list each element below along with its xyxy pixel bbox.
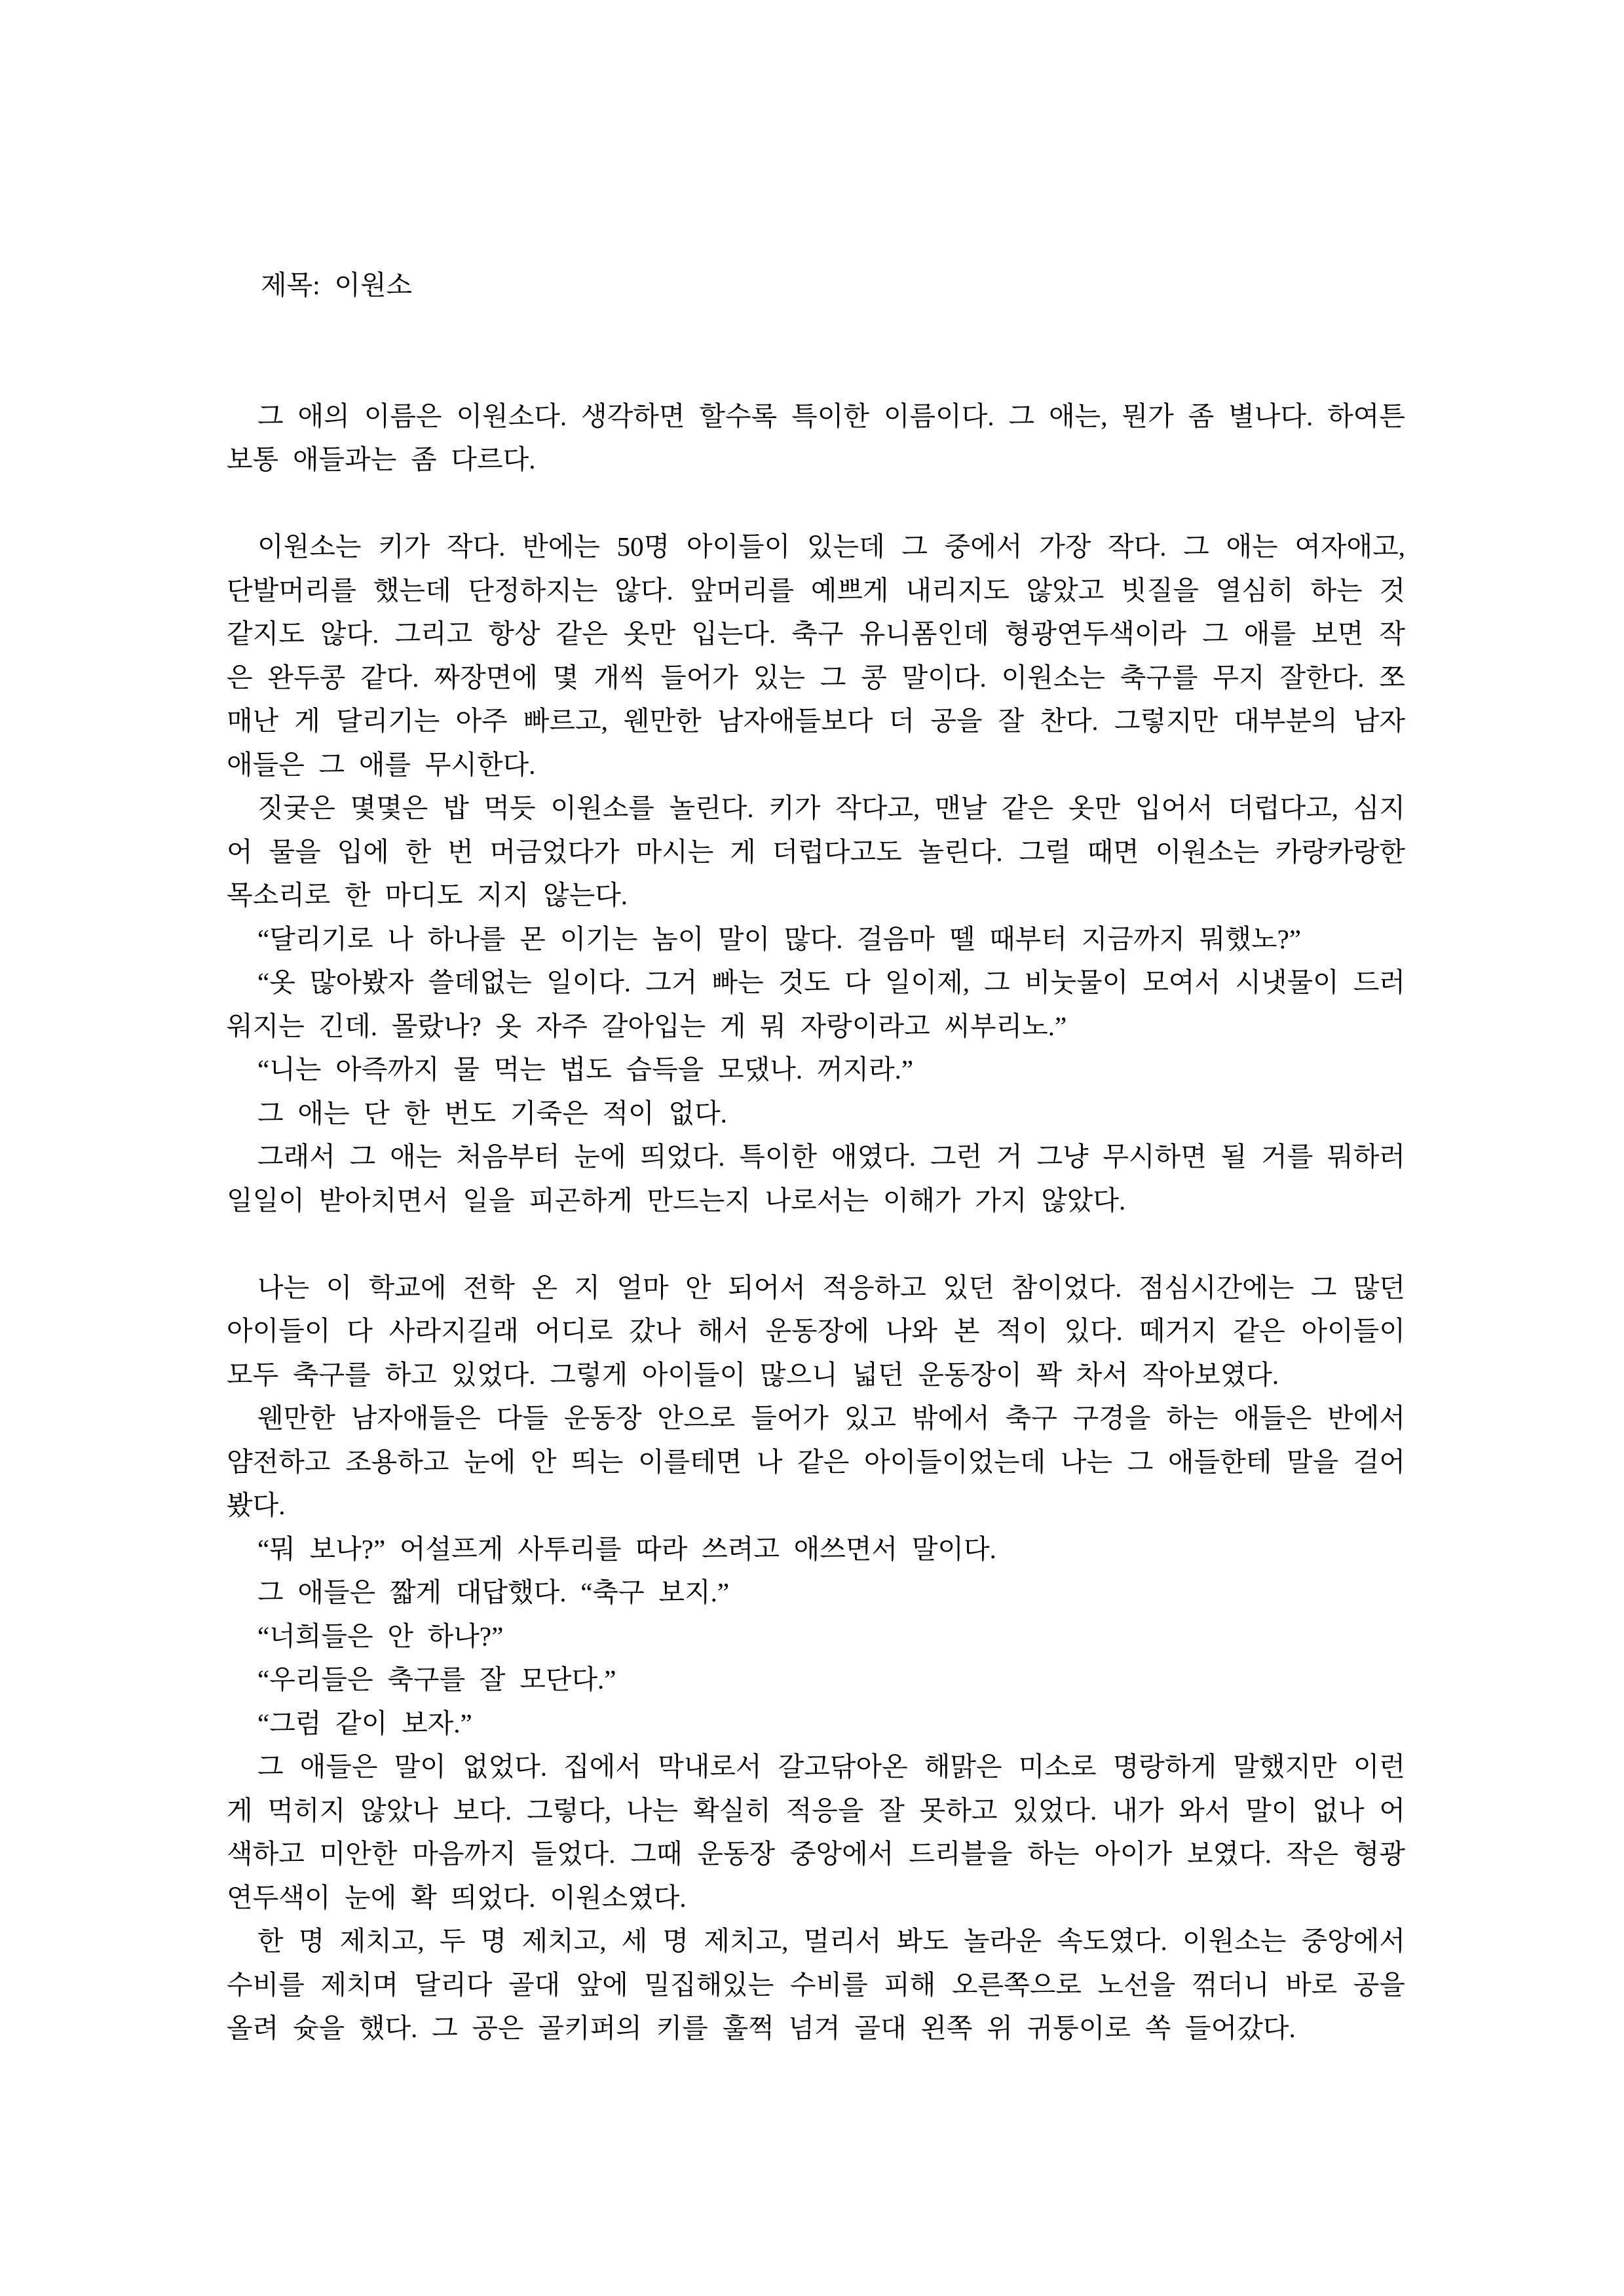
paragraph-dialogue: “너희들은 안 하나?” — [257, 1620, 504, 1651]
paragraph: 한 명 제치고, 두 명 제치고, 세 명 제치고, 멀리서 봐도 놀라운 속도였다. 이원소는 중앙에서 수비를 제치며 달리다 골대 앞에 밀집해있는 수비를 피해 오른쪽으로 노선을 꺾더니 바로 공을 올려 슛을 했다. 그 공은 골키퍼의 키를 훌쩍 넘겨 골대 왼쪽 위 귀퉁이로 쏙 들어갔다. — [227, 1926, 1405, 2043]
paragraph: 나는 이 학교에 전학 온 지 얼마 안 되어서 적응하고 있던 참이었다. 점심시간에는 그 많던 아이들이 다 사라지길래 어디로 갔나 해서 운동장에 나와 본 적이 있다. 떼거지 같은 아이들이 모두 축구를 하고 있었다. 그렇게 아이들이 많으니 넓던 운동장이 꽉 차서 작아보였다. — [227, 1272, 1405, 1390]
paragraph-dialogue: “그럼 같이 보자.” — [257, 1708, 472, 1738]
paragraph-dialogue: 그 애들은 짧게 대답했다. “축구 보지.” — [257, 1577, 730, 1607]
paragraph: 짓궂은 몇몇은 밥 먹듯 이원소를 놀린다. 키가 작다고, 맨날 같은 옷만 입어서 더럽다고, 심지어 물을 입에 한 번 머금었다가 마시는 게 더럽다고도 놀린다. 그럴 때면 이원소는 카랑카랑한 목소리로 한 마디도 지지 않는다. — [227, 793, 1405, 910]
paragraph-dialogue: “옷 많아봤자 쓸데없는 일이다. 그거 빠는 것도 다 일이제, 그 비눗물이 모여서 시냇물이 드러워지는 긴데. 몰랐나? 옷 자주 갈아입는 게 뭐 자랑이라고 씨부리노.” — [227, 967, 1405, 1041]
document-title: 제목: 이원소 — [261, 270, 413, 300]
paragraph-dialogue: “달리기로 나 하나를 몬 이기는 놈이 말이 많다. 걸음마 뗄 때부터 지금까지 뭐했노?” — [257, 923, 1301, 954]
paragraph-dialogue: “우리들은 축구를 잘 모단다.” — [257, 1664, 616, 1694]
paragraph: 그 애의 이름은 이원소다. 생각하면 할수록 특이한 이름이다. 그 애는, 뭔가 좀 별나다. 하여튼 보통 애들과는 좀 다르다. — [227, 400, 1405, 474]
paragraph-dialogue: “니는 아즉까지 물 먹는 법도 습득을 모댔나. 꺼지라.” — [257, 1054, 914, 1084]
paragraph-dialogue: “뭐 보나?” 어설프게 사투리를 따라 쓰려고 애쓰면서 말이다. — [257, 1533, 996, 1564]
paragraph: 그 애들은 말이 없었다. 집에서 막내로서 갈고닦아온 해맑은 미소로 명랑하게 말했지만 이런 게 먹히지 않았나 보다. 그렇다, 나는 확실히 적응을 잘 못하고 있었다. 내가 와서 말이 없나 어색하고 미안한 마음까지 들었다. 그때 운동장 중앙에서 드리블을 하는 아이가 보였다. 작은 형광연두색이 눈에 확 띄었다. 이원소였다. — [227, 1751, 1405, 1913]
paragraph: 웬만한 남자애들은 다들 운동장 안으로 들어가 있고 밖에서 축구 구경을 하는 애들은 반에서 얌전하고 조용하고 눈에 안 띄는 이를테면 나 같은 아이들이었는데 나는 그 애들한테 말을 걸어봤다. — [227, 1403, 1405, 1520]
paragraph: 그 애는 단 한 번도 기죽은 적이 없다. — [257, 1098, 727, 1128]
paragraph: 이원소는 키가 작다. 반에는 50명 아이들이 있는데 그 중에서 가장 작다. 그 애는 여자애고, 단발머리를 했는데 단정하지는 않다. 앞머리를 예쁘게 내리지도 않았고 빗질을 열심히 하는 것 같지도 않다. 그리고 항상 같은 옷만 입는다. 축구 유니폼인데 형광연두색이라 그 애를 보면 작은 완두콩 같다. 짜장면에 몇 개씩 들어가 있는 그 콩 말이다. 이원소는 축구를 무지 잘한다. 쪼매난 게 달리기는 아주 빠르고, 웬만한 남자애들보다 더 공을 잘 찬다. 그렇지만 대부분의 남자애들은 그 애를 무시한다. — [227, 531, 1405, 780]
paragraph: 그래서 그 애는 처음부터 눈에 띄었다. 특이한 애였다. 그런 거 그냥 무시하면 될 거를 뭐하러 일일이 받아치면서 일을 피곤하게 만드는지 나로서는 이해가 가지 않았다. — [227, 1141, 1405, 1215]
